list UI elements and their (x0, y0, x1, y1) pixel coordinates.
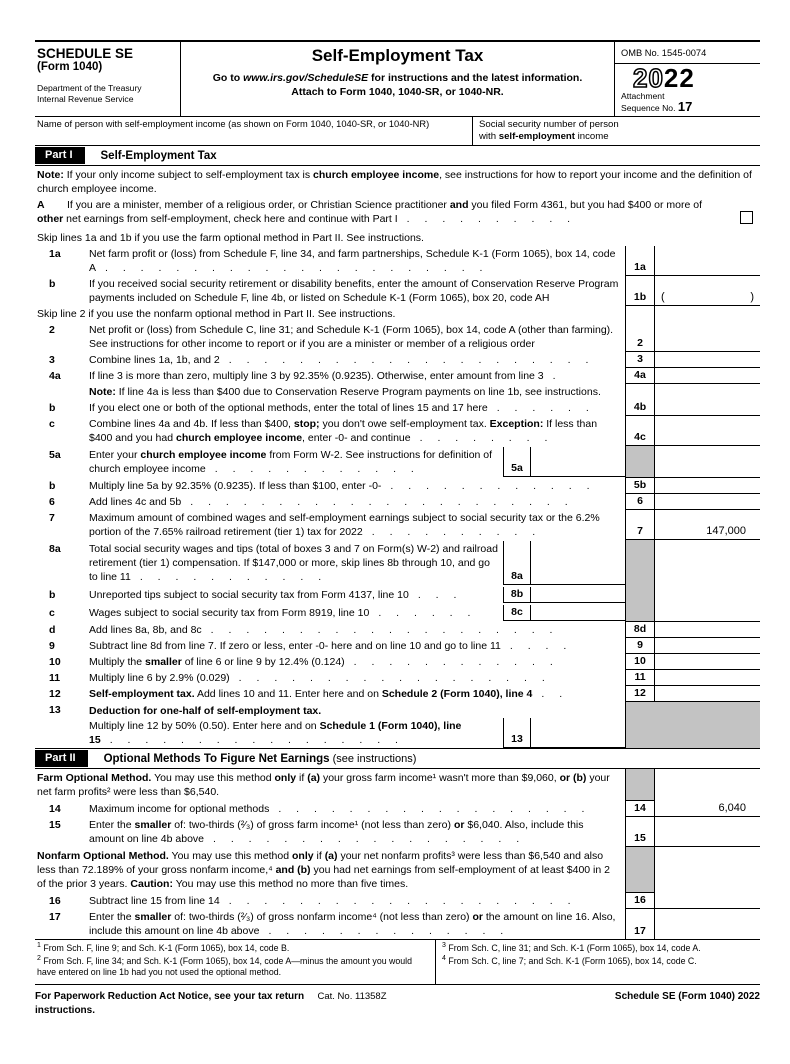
goto-pre: Go to (212, 72, 244, 84)
line-14-row (35, 801, 760, 817)
part2-bar (35, 748, 760, 769)
line-8d-amount[interactable] (655, 622, 760, 638)
line-10-row (35, 654, 760, 670)
shaded-cell (625, 604, 655, 622)
shaded-cell (625, 540, 655, 586)
line-number: b (49, 278, 56, 290)
line-4b-row (35, 400, 760, 416)
catalog-number: Cat. No. 11358Z (317, 991, 387, 1002)
line-12-box: 12 (625, 686, 655, 702)
farm-method-row (35, 769, 760, 801)
line-15-amount[interactable] (655, 817, 760, 847)
line-13-row (35, 702, 760, 748)
line-2-text: Net profit or (loss) from Schedule C, line 31; and Schedule K-1 (Form 1065), box 14, code A (other than farming). See instructions for other income to report or if you are a minister or member of a religious order (89, 324, 614, 350)
line-16-amount[interactable] (655, 893, 760, 909)
line-5a-text: Enter your church employee income from Form W-2. See instructions for definition of church employee income (89, 449, 493, 475)
line-12-row (35, 686, 760, 702)
line-4a-box: 4a (625, 368, 655, 384)
leader-dots: . . . . . . . . . . . . . . (268, 925, 504, 937)
line-17-box: 17 (625, 909, 655, 939)
line-8a-row (35, 540, 760, 586)
line-13-title: Deduction for one-half of self-employment tax. (89, 705, 322, 717)
line-number: 5a (49, 449, 61, 461)
line-number: 13 (49, 704, 61, 716)
line-1b-box: 1b (625, 276, 655, 306)
line-11-row (35, 670, 760, 686)
ssn-label-line2: with self-employment income (479, 131, 609, 142)
paperwork-notice: For Paperwork Reduction Act Notice, see your tax return instructions. (35, 991, 305, 1016)
footnote-2: $^2$ From Sch. F, line 34; and Sch. K-1 (Form 1065), box 14, code A—minus the amount you would have entered on line 1b had you not used the optional method. (37, 955, 413, 977)
line-5b-row (35, 478, 760, 494)
line-13-text: Multiply line 12 by 50% (0.50). Enter here and on Schedule 1 (Form 1040), line 15 (89, 720, 462, 746)
line-8a-text: Total social security wages and tips (total of boxes 3 and 7 on Form(s) W-2) and railroad retirement (tier 1) compensation. If $147,000 or more, skip lines 8b through 10, and go to line 11 (89, 543, 498, 583)
footnote-4: $^4$ From Sch. C, line 7; and Sch. K-1 (Form 1065), box 14, code C. (442, 955, 697, 966)
line-16-box: 16 (625, 893, 655, 909)
line-11-text: Multiply line 6 by 2.9% (0.029) (89, 672, 230, 684)
form-id-block (35, 42, 181, 116)
dept-line1: Department of the Treasury (37, 83, 142, 93)
line-6-text: Add lines 4c and 5b (89, 496, 182, 508)
part1-label: Part I (35, 147, 85, 164)
line-1a-row (35, 246, 760, 276)
line-number: 7 (49, 512, 55, 524)
line-number: c (49, 607, 55, 619)
line-number: 3 (49, 354, 55, 366)
line-8c-box: 8c (503, 605, 531, 621)
leader-dots: . . . . . . . . . . . (139, 571, 322, 583)
part2-subtitle: (see instructions) (329, 752, 417, 765)
line-number: c (49, 418, 55, 430)
line-1b-row (35, 276, 760, 306)
shaded-cell (625, 769, 655, 801)
skip-lines-1a-1b-note: Skip lines 1a and 1b if you use the farm optional method in Part II. See instructions. (37, 232, 424, 244)
line-8c-amount[interactable] (531, 605, 625, 621)
leader-dots: . . . . . . . . . . . . . . . . . (109, 734, 398, 746)
line-5b-amount[interactable] (655, 478, 760, 494)
footnote-3: $^3$ From Sch. C, line 31; and Sch. K-1 (Form 1065), box 14, code A. (442, 942, 701, 953)
line-11-amount[interactable] (655, 670, 760, 686)
leader-dots: . . . . . . . . . . . . (214, 463, 414, 475)
line-number: 8a (49, 543, 61, 555)
omb-number: OMB No. 1545-0074 (615, 42, 760, 64)
sequence-number: 17 (677, 98, 693, 114)
line-number: 2 (49, 324, 55, 336)
leader-dots: . . (541, 688, 563, 700)
line-13-amount[interactable] (531, 718, 625, 748)
line-number: 11 (49, 672, 61, 684)
attachment-label: Attachment (621, 91, 665, 101)
attach-line: Attach to Form 1040, 1040-SR, or 1040-NR. (291, 86, 504, 98)
line-2-row (35, 322, 760, 352)
line-a-number: A (37, 199, 45, 211)
footnote-1: $^1$ From Sch. F, line 9; and Sch. K-1 (Form 1065), box 14, code B. (37, 942, 290, 953)
leader-dots: . . . . . . . . . . . . . . . . . . (213, 833, 520, 845)
line-5b-text: Multiply line 5a by 92.35% (0.9235). If less than $100, enter -0- (89, 480, 382, 492)
leader-dots: . . . . . . . . . . . . (353, 656, 553, 668)
skip-line-2-note: Skip line 2 if you use the nonfarm optional method in Part II. See instructions. (37, 308, 396, 320)
goto-post: for instructions and the latest information. (368, 72, 583, 84)
taxpayer-row (35, 116, 760, 146)
line-8d-row (35, 622, 760, 638)
line-1b-amount[interactable]: ( ) (655, 276, 760, 306)
ssn-label-line1: Social security number of person (479, 119, 619, 130)
line-3-box: 3 (625, 352, 655, 368)
line-9-box: 9 (625, 638, 655, 654)
leader-dots: . . . . . . . . . . . . . . . . . . . . (210, 624, 553, 636)
line-a-row (35, 197, 760, 229)
line-15-box: 15 (625, 817, 655, 847)
part2-label: Part II (35, 750, 88, 767)
line-number: 12 (49, 688, 61, 700)
line-7-row (35, 510, 760, 540)
line-3-row (35, 352, 760, 368)
footer-form-id: Schedule SE (Form 1040) 2022 (614, 991, 760, 1002)
line-12-text: Self-employment tax. Add lines 10 and 11. Enter here and on Schedule 2 (Form 1040), line 4 (89, 688, 533, 700)
line-7-box: 7 (625, 510, 655, 540)
form-number: (Form 1040) (37, 61, 103, 73)
line-4a-row (35, 368, 760, 384)
shaded-cell (625, 446, 655, 478)
leader-dots: . . . . . . . . . . . . . . . . . . . . . (228, 354, 589, 366)
line-4c-text: Combine lines 4a and 4b. If less than $400, stop; you don't owe self-employment tax. Exception: If less than $400 and you had church employee income, enter -0- and continue (89, 418, 598, 444)
form-title-block (181, 42, 614, 116)
line-5a-amount[interactable] (531, 447, 625, 477)
part1-title: Self-Employment Tax (100, 149, 217, 162)
line-17-amount[interactable] (655, 909, 760, 939)
leader-dots: . . . . . . (496, 402, 589, 414)
line-8a-amount[interactable] (531, 541, 625, 585)
line-8d-text: Add lines 8a, 8b, and 8c (89, 624, 202, 636)
line-number: 15 (49, 819, 61, 831)
line-number: 9 (49, 640, 55, 652)
year-outline: 20 (633, 63, 664, 93)
line-9-text: Subtract line 8d from line 7. If zero or less, enter -0- here and on line 10 and go to line 11 (89, 640, 501, 652)
form-header (35, 40, 760, 116)
irs-url-link[interactable]: www.irs.gov/ScheduleSE (243, 72, 369, 84)
nonfarm-method-paragraph: Nonfarm Optional Method. You may use this method only if (a) your net nonfarm profits³ were less than $6,540 and also less than 72.189% of your gross nonfarm income,⁴ and (b) you had net earnings from self-employment of at least $400 in 2 of the prior 3 years. Caution: You may use this method no more than five times. (37, 850, 610, 890)
line-number: 10 (49, 656, 61, 668)
line-13-box: 13 (503, 718, 531, 748)
line-3-amount[interactable] (655, 352, 760, 368)
skip-line-2-row (35, 306, 760, 322)
note-paragraph: Note: If your only income subject to self-employment tax is church employee income, see instructions for how to report your income and the definition of church employee income. (37, 169, 752, 195)
farm-method-paragraph: Farm Optional Method. You may use this method only if (a) your gross farm income¹ wasn't more than $9,060, or (b) your net farm profits² were less than $6,540. (37, 772, 610, 798)
line-4c-box: 4c (625, 416, 655, 446)
line-4a-note: Note: If line 4a is less than $400 due to Conservation Reserve Program payments on line 1b, see instructions. (89, 386, 601, 398)
leader-dots: . . . . . . . . . . . . . . . . . . . . . . (105, 262, 483, 274)
line-1b-text: If you received social security retirement or disability benefits, enter the amount of Conservation Reserve Program payments included on Schedule F, line 4b, or listed on Schedule K-1 (Form 1065), box 20, code AH (89, 278, 619, 304)
line-14-amount[interactable]: 6,040 (655, 801, 760, 817)
line-17-text: Enter the smaller of: two-thirds (²⁄₃) of gross nonfarm income⁴ (not less than zero) or the amount on line 16. Also, include this amount on line 4b above (89, 911, 616, 937)
line-8c-text: Wages subject to social security tax from Form 8919, line 10 (89, 607, 370, 619)
line-4b-amount[interactable] (655, 400, 760, 416)
line-number: b (49, 589, 56, 601)
line-5a-row (35, 446, 760, 478)
leader-dots: . . . . . . . . . . (371, 526, 536, 538)
line-number: 1a (49, 248, 61, 260)
line-number: 14 (49, 803, 61, 815)
leader-dots: . . . . . . . . . . . . . . . . . . (238, 672, 545, 684)
leader-dots: . . . . . . . . . . . . . . . . . . . . (228, 895, 571, 907)
line-number: b (49, 402, 56, 414)
line-10-amount[interactable] (655, 654, 760, 670)
line-a-checkbox[interactable] (740, 211, 753, 224)
line-number: 4a (49, 370, 61, 382)
ssn-field[interactable] (472, 117, 760, 145)
leader-dots: . . . . . . (378, 607, 471, 619)
name-field[interactable]: Name of person with self-employment income (as shown on Form 1040, 1040-SR, or 1040-NR) (37, 119, 430, 129)
line-8d-box: 8d (625, 622, 655, 638)
line-number: b (49, 480, 56, 492)
line-16-text: Subtract line 15 from line 14 (89, 895, 220, 907)
line-2-box: 2 (625, 322, 655, 352)
line-4c-amount[interactable] (655, 416, 760, 446)
line-17-row (35, 909, 760, 939)
line-16-row (35, 893, 760, 909)
line-7-amount[interactable]: 147,000 (655, 510, 760, 540)
line-4a-note-row (35, 384, 760, 400)
line-6-row (35, 494, 760, 510)
footnotes (35, 939, 760, 984)
sequence-label: Sequence No. (621, 102, 678, 113)
line-8b-box: 8b (503, 587, 531, 603)
line-8b-amount[interactable] (531, 587, 625, 603)
tax-year (615, 64, 760, 91)
line-number: 17 (49, 911, 61, 923)
goto-line (181, 71, 614, 85)
shaded-cell (625, 586, 655, 604)
line-5a-box: 5a (503, 447, 531, 477)
line-15-text: Enter the smaller of: two-thirds (²⁄₃) of gross farm income¹ (not less than zero) or $6,040. Also, include this amount on line 4b above (89, 819, 584, 845)
line-14-box: 14 (625, 801, 655, 817)
nonfarm-method-row (35, 847, 760, 893)
leader-dots: . . . (417, 589, 457, 601)
line-15-row (35, 817, 760, 847)
shaded-cell (625, 847, 655, 893)
line-8c-row (35, 604, 760, 622)
leader-dots: . . . . . . . . (419, 432, 548, 444)
year-solid: 22 (663, 63, 695, 93)
line-6-box: 6 (625, 494, 655, 510)
form-title: Self-Employment Tax (311, 46, 484, 65)
line-4b-box: 4b (625, 400, 655, 416)
form-footer (35, 984, 760, 1018)
line-9-amount[interactable] (655, 638, 760, 654)
leader-dots: . . . . . . . . . . . . . . . . . . (278, 803, 585, 815)
line-4a-text: If line 3 is more than zero, multiply line 3 by 92.35% (0.9235). Otherwise, enter amount from line 3 (89, 370, 544, 382)
line-3-text: Combine lines 1a, 1b, and 2 (89, 354, 220, 366)
schedule-name: SCHEDULE SE (37, 46, 134, 61)
line-11-box: 11 (625, 670, 655, 686)
line-number: d (49, 624, 56, 636)
leader-dots: . . . . . . . . . . (406, 213, 571, 225)
line-4b-text: If you elect one or both of the optional methods, enter the total of lines 15 and 17 here (89, 402, 488, 414)
line-2-amount[interactable] (655, 322, 760, 352)
leader-dots: . . . . . . . . . . . . (390, 480, 590, 492)
part1-bar (35, 146, 760, 166)
line-1a-amount[interactable] (655, 246, 760, 276)
line-8b-text: Unreported tips subject to social security tax from Form 4137, line 10 (89, 589, 409, 601)
line-number: 16 (49, 895, 61, 907)
line-10-box: 10 (625, 654, 655, 670)
dept-line2: Internal Revenue Service (37, 93, 134, 104)
line-6-amount[interactable] (655, 494, 760, 510)
line-9-row (35, 638, 760, 654)
line-a-text: A If you are a minister, member of a religious order, or Christian Science practitioner and you filed Form 4361, but you had $400 or more of other net earnings from self-employment, check here and continue with Part I . . . . . . . . . . (37, 199, 702, 225)
line-4a-amount[interactable] (655, 368, 760, 384)
line-10-text: Multiply the smaller of line 6 or line 9 by 12.4% (0.124) (89, 656, 345, 668)
leader-dots: . (552, 370, 556, 382)
line-1a-text: Net farm profit or (loss) from Schedule F, line 34, and farm partnerships, Schedule K-1 (Form 1065), box 14, code A (89, 248, 616, 274)
line-4c-row (35, 416, 760, 446)
part2-title: Optional Methods To Figure Net Earnings (see instructions) (103, 752, 417, 765)
line-number: 6 (49, 496, 55, 508)
line-1a-box: 1a (625, 246, 655, 276)
omb-block (614, 42, 760, 116)
line-7-text: Maximum amount of combined wages and self-employment earnings subject to social security tax or the 6.2% portion of the 7.65% railroad retirement (tier 1) tax for 2022 (89, 512, 600, 538)
shaded-block (625, 702, 760, 748)
leader-dots: . . . . . . . . . . . . . . . . . . . . . . (190, 496, 568, 508)
attachment-sequence (615, 91, 760, 116)
line-12-amount[interactable] (655, 686, 760, 702)
schedule-se-page (35, 40, 760, 1018)
line-14-text: Maximum income for optional methods (89, 803, 270, 815)
line-8a-box: 8a (503, 541, 531, 585)
leader-dots: . . . . (509, 640, 567, 652)
line-8b-row (35, 586, 760, 604)
line-5b-box: 5b (625, 478, 655, 494)
